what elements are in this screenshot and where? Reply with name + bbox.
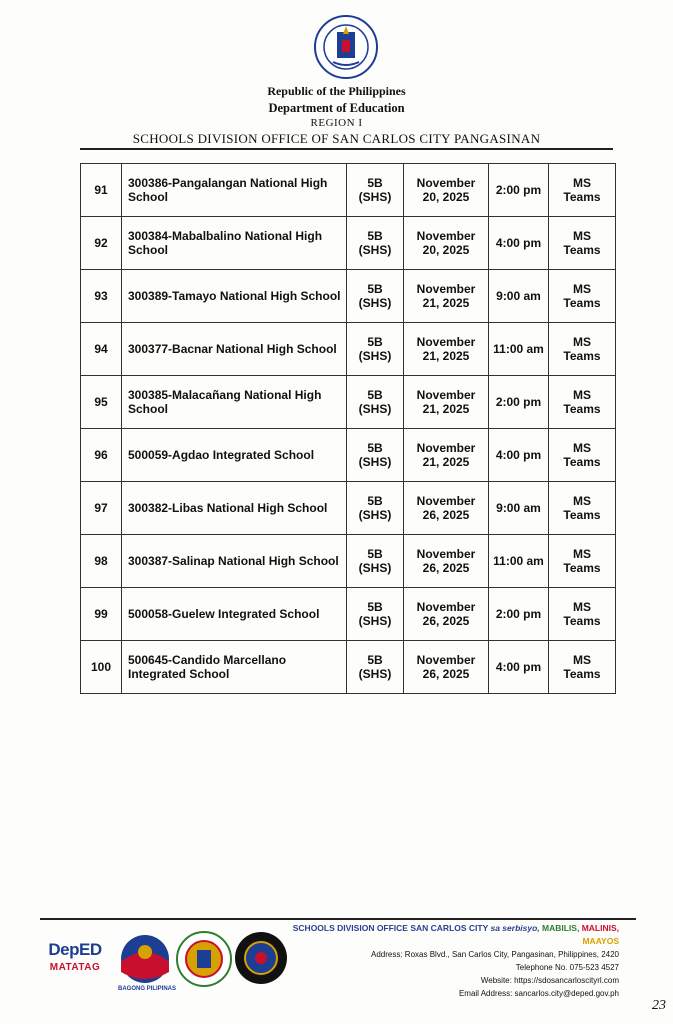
grade-level-cell: 5B (SHS)	[347, 217, 404, 270]
matatag-logo-text: MATATAG	[49, 962, 101, 973]
row-number-cell: 93	[81, 270, 122, 323]
schedule-time-cell: 2:00 pm	[489, 376, 549, 429]
schedule-date-cell: November 21, 2025	[404, 429, 489, 482]
row-number-cell: 96	[81, 429, 122, 482]
footer-email: Email Address: sancarlos.city@deped.gov.ph	[458, 989, 619, 998]
table-row	[81, 641, 616, 694]
footer-tagline-1: sa serbisyo,	[490, 923, 540, 933]
schedule-time-cell: 9:00 am	[489, 482, 549, 535]
row-number-cell: 95	[81, 376, 122, 429]
grade-level-cell: 5B (SHS)	[347, 535, 404, 588]
table-row	[81, 482, 616, 535]
school-name-cell: 300386-Pangalangan National High School	[122, 164, 347, 217]
footer-contact	[259, 922, 619, 1000]
footer-divider	[40, 918, 636, 920]
table-row	[81, 217, 616, 270]
schedule-time-cell: 11:00 am	[489, 323, 549, 376]
venue-cell: MS Teams	[549, 376, 616, 429]
row-number-cell: 100	[81, 641, 122, 694]
deped-logo-text: DepED	[48, 940, 102, 959]
schedule-date-cell: November 26, 2025	[404, 588, 489, 641]
schedule-date-cell: November 26, 2025	[404, 641, 489, 694]
school-name-cell: 300384-Mabalbalino National High School	[122, 217, 347, 270]
school-name-cell: 300387-Salinap National High School	[122, 535, 347, 588]
school-name-cell: 500058-Guelew Integrated School	[122, 588, 347, 641]
venue-cell: MS Teams	[549, 641, 616, 694]
schedule-time-cell: 4:00 pm	[489, 641, 549, 694]
schedule-time-cell: 4:00 pm	[489, 429, 549, 482]
footer-telephone: Telephone No. 075-523 4527	[515, 963, 619, 972]
venue-cell: MS Teams	[549, 482, 616, 535]
page-number: 23	[652, 998, 666, 1013]
school-name-cell: 500059-Agdao Integrated School	[122, 429, 347, 482]
schedule-table	[80, 163, 616, 694]
header-department: Department of Education	[268, 101, 405, 115]
table-row	[81, 429, 616, 482]
footer-tagline-3: MALINIS,	[581, 923, 619, 933]
venue-cell: MS Teams	[549, 217, 616, 270]
table-row	[81, 164, 616, 217]
schedule-date-cell: November 26, 2025	[404, 535, 489, 588]
division-seal-logo	[175, 930, 233, 988]
table-row	[81, 588, 616, 641]
table-row	[81, 323, 616, 376]
schedule-time-cell: 9:00 am	[489, 270, 549, 323]
schedule-date-cell: November 20, 2025	[404, 164, 489, 217]
footer-office-title	[259, 922, 619, 948]
venue-cell: MS Teams	[549, 164, 616, 217]
header-divider	[80, 148, 613, 150]
school-name-cell: 300382-Libas National High School	[122, 482, 347, 535]
deped-seal-logo	[313, 14, 379, 80]
footer-address: Address: Roxas Blvd., San Carlos City, Pangasinan, Philippines, 2420	[371, 950, 619, 959]
grade-level-cell: 5B (SHS)	[347, 164, 404, 217]
row-number-cell: 97	[81, 482, 122, 535]
footer-office-name: SCHOOLS DIVISION OFFICE SAN CARLOS CITY	[292, 923, 489, 933]
row-number-cell: 99	[81, 588, 122, 641]
grade-level-cell: 5B (SHS)	[347, 429, 404, 482]
schedule-date-cell: November 21, 2025	[404, 270, 489, 323]
table-row	[81, 535, 616, 588]
grade-level-cell: 5B (SHS)	[347, 641, 404, 694]
footer-tagline-2: MABILIS,	[542, 923, 580, 933]
grade-level-cell: 5B (SHS)	[347, 323, 404, 376]
school-name-cell: 300389-Tamayo National High School	[122, 270, 347, 323]
schedule-date-cell: November 21, 2025	[404, 376, 489, 429]
schedule-time-cell: 11:00 am	[489, 535, 549, 588]
bagong-pilipinas-logo	[118, 932, 172, 986]
row-number-cell: 94	[81, 323, 122, 376]
schedule-time-cell: 4:00 pm	[489, 217, 549, 270]
venue-cell: MS Teams	[549, 429, 616, 482]
footer-tagline-4: MAAYOS	[582, 936, 619, 946]
table-row	[81, 376, 616, 429]
table-row	[81, 270, 616, 323]
row-number-cell: 98	[81, 535, 122, 588]
venue-cell: MS Teams	[549, 588, 616, 641]
schedule-time-cell: 2:00 pm	[489, 588, 549, 641]
grade-level-cell: 5B (SHS)	[347, 588, 404, 641]
header-division-office: SCHOOLS DIVISION OFFICE OF SAN CARLOS CITY PANGASINAN	[132, 131, 541, 146]
schedule-date-cell: November 26, 2025	[404, 482, 489, 535]
school-name-cell: 300377-Bacnar National High School	[122, 323, 347, 376]
schedule-date-cell: November 20, 2025	[404, 217, 489, 270]
grade-level-cell: 5B (SHS)	[347, 270, 404, 323]
footer-logos	[40, 930, 290, 1000]
deped-matatag-logo	[40, 940, 110, 973]
schedule-date-cell: November 21, 2025	[404, 323, 489, 376]
bagong-pilipinas-caption: BAGONG PILIPINAS	[117, 986, 176, 992]
venue-cell: MS Teams	[549, 270, 616, 323]
footer-website: Website: https://sdosancarloscityrl.com	[480, 976, 619, 985]
row-number-cell: 91	[81, 164, 122, 217]
school-name-cell: 500645-Candido Marcellano Integrated School	[122, 641, 347, 694]
header-region: REGION I	[310, 117, 363, 129]
venue-cell: MS Teams	[549, 323, 616, 376]
school-name-cell: 300385-Malacañang National High School	[122, 376, 347, 429]
grade-level-cell: 5B (SHS)	[347, 376, 404, 429]
grade-level-cell: 5B (SHS)	[347, 482, 404, 535]
header-republic: Republic of the Philippines	[267, 84, 406, 98]
venue-cell: MS Teams	[549, 535, 616, 588]
schedule-time-cell: 2:00 pm	[489, 164, 549, 217]
row-number-cell: 92	[81, 217, 122, 270]
